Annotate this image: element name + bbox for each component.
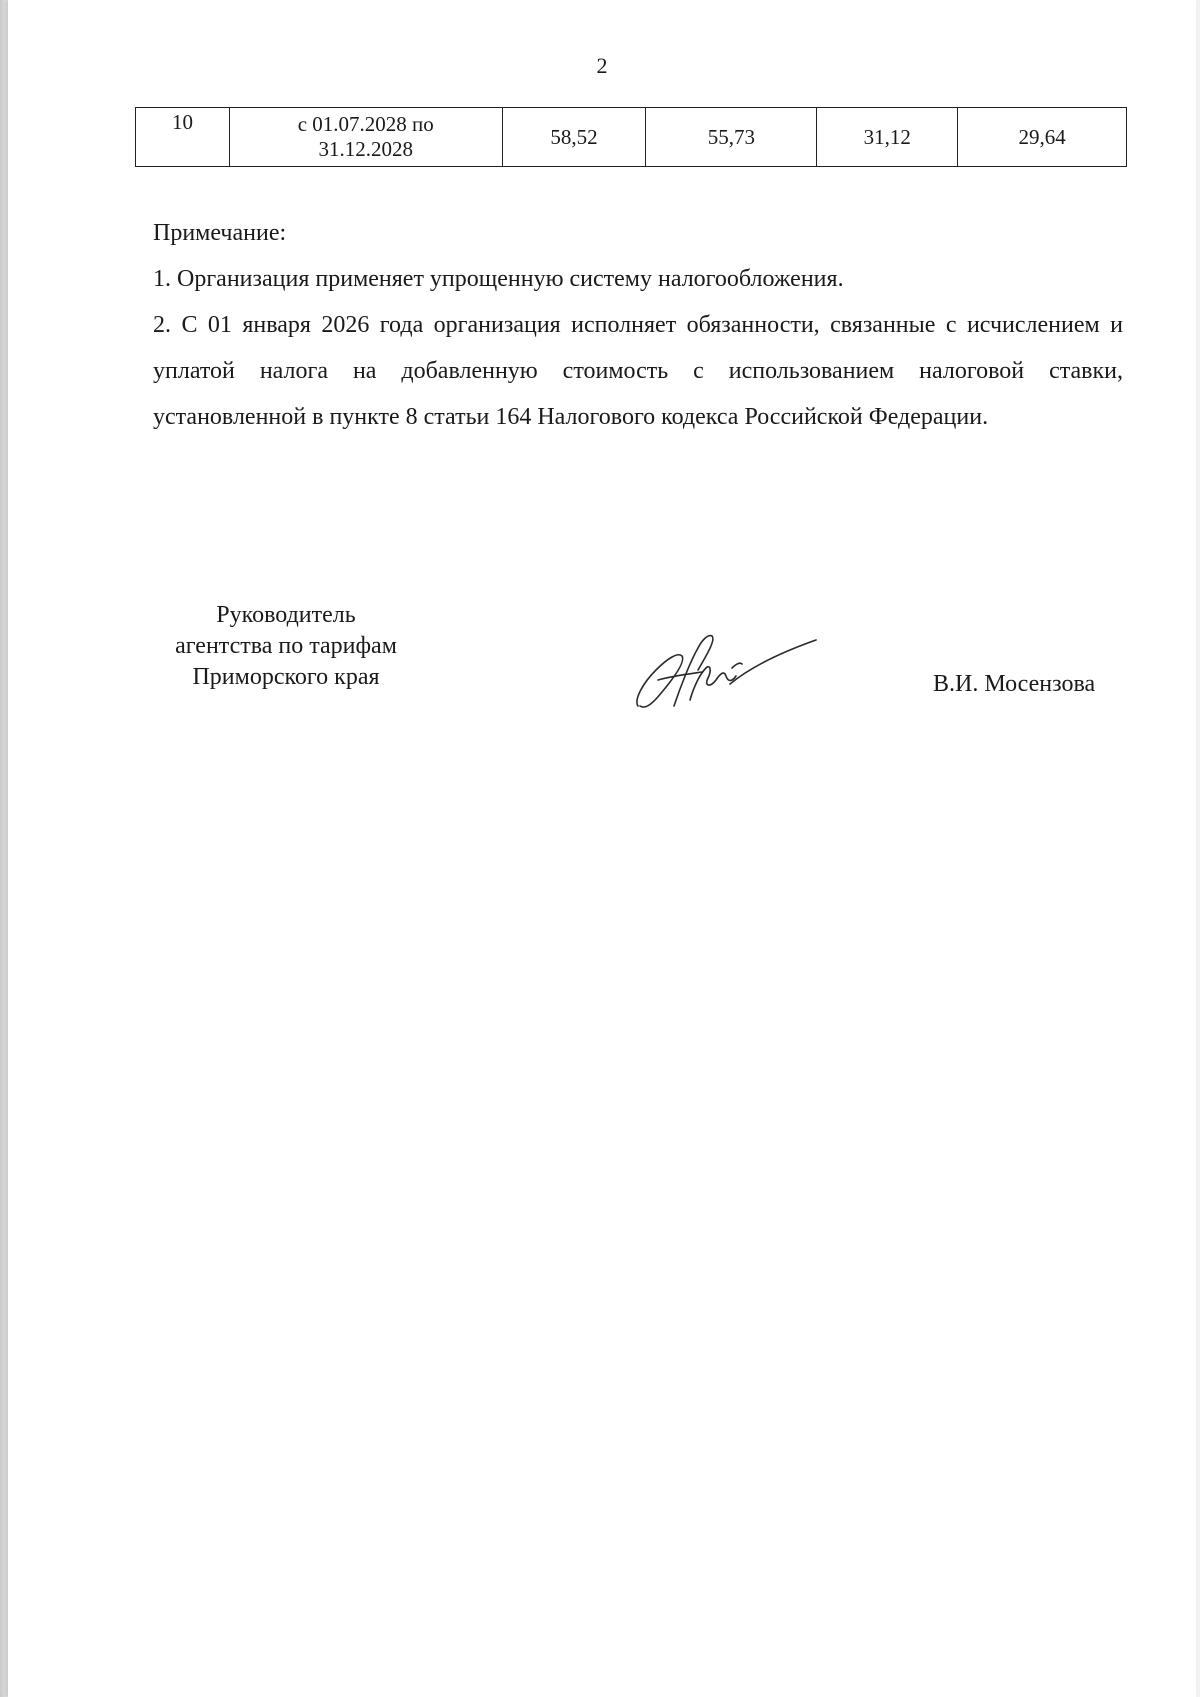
table-row: [136, 108, 1127, 167]
period-end: 31.12.2028: [318, 137, 413, 161]
value-cell: 31,12: [817, 108, 958, 167]
value-cell: 55,73: [646, 108, 817, 167]
handwritten-signature: [632, 622, 818, 712]
note-item-2: 2. С 01 января 2026 года организация исполняет обязанности, связанные с исчислением и уплатой налога на добавленную стоимость с использованием налоговой ставки, установленной в пункте 8 статьи 164 Налогового кодекса Российской Федерации.: [153, 312, 1123, 430]
signer-position: [146, 600, 426, 693]
note-item-1: 1. Организация применяет упрощенную систему налогообложения.: [153, 266, 844, 292]
signer-position-line: Руководитель: [216, 602, 356, 628]
tariff-table: [135, 107, 1127, 167]
signer-position-line: Приморского края: [192, 664, 380, 690]
signer-position-line: агентства по тарифам: [175, 633, 397, 659]
scan-page-edge: [0, 0, 8, 1697]
row-number-cell: 10: [136, 108, 230, 167]
period-cell: [229, 108, 502, 167]
notes-section: [153, 210, 1123, 440]
document-page: [8, 0, 1196, 1697]
value-cell: 58,52: [502, 108, 646, 167]
page-number: 2: [596, 53, 608, 78]
period-start: с 01.07.2028 по: [297, 112, 434, 136]
signer-name: В.И. Мосензова: [933, 671, 1096, 697]
notes-title: Примечание:: [153, 220, 287, 246]
value-cell: 29,64: [958, 108, 1127, 167]
